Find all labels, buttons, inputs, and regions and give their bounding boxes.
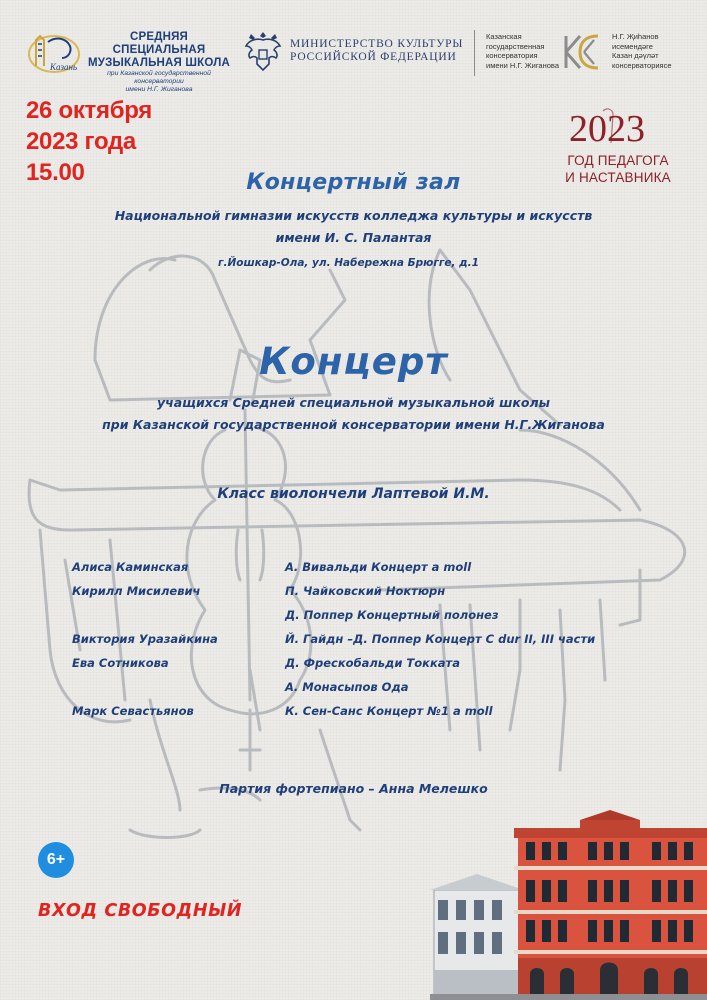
event-time: 15.00	[26, 159, 85, 186]
venue-line2: имени И. С. Палантая	[275, 230, 432, 245]
piece-title: Й. Гайдн –Д. Поппер Концерт C dur II, III части	[285, 632, 596, 646]
performer-name: Кирилл Мисилевич	[72, 584, 201, 598]
free-entry-notice: ВХОД СВОБОДНЫЙ	[38, 901, 243, 921]
age-rating-badge: 6+	[38, 842, 74, 878]
conservatory-tt-line: Н.Г. Җиһанов	[612, 32, 659, 41]
ministry-name	[290, 38, 463, 64]
school-name-line1: СРЕДНЯЯ СПЕЦИАЛЬНАЯ	[112, 31, 206, 56]
conservatory-building-image	[430, 808, 707, 1000]
concert-title: Концерт	[259, 340, 448, 383]
piece-title: Д. Фрескобальди Токката	[285, 656, 460, 670]
conservatory-tt-line: исемендәге	[612, 41, 653, 51]
header-divider	[474, 30, 475, 76]
piece-title: А. Монасыпов Ода	[285, 680, 409, 694]
concert-subtitle-2: при Казанской государственной консерватории имени Н.Г.Жиганова	[102, 417, 605, 432]
venue-line1: Национальной гимназии искусств колледжа культуры и искусств	[114, 208, 593, 223]
eagle-emblem-icon	[243, 28, 283, 72]
conservatory-ru-line: государственная	[486, 41, 545, 51]
school-name-line3: при Казанской государственной консерватории	[107, 70, 211, 85]
concert-subtitle-1: учащихся Средней специальной музыкальной школы	[157, 395, 550, 410]
program-row	[0, 680, 707, 702]
school-logo-text: Казань	[50, 62, 78, 72]
piece-title: П. Чайковский Ноктюрн	[285, 584, 446, 598]
conservatory-logo-icon	[560, 30, 604, 74]
year-emblem-digits: 2023	[569, 108, 645, 149]
piece-title: А. Вивальди Концерт a moll	[285, 560, 472, 574]
school-name-line4: имени Н.Г. Жиганова	[125, 86, 193, 93]
performer-name: Виктория Уразайкина	[72, 632, 218, 646]
conservatory-ru-line: имени Н.Г. Жиганова	[486, 60, 559, 70]
conservatory-ru-line: Казанская	[486, 32, 522, 41]
program-row	[0, 560, 707, 582]
ministry-line2: РОССИЙСКОЙ ФЕДЕРАЦИИ	[290, 51, 457, 63]
program-row	[0, 632, 707, 654]
performer-name: Марк Севастьянов	[72, 704, 194, 718]
ministry-line1: МИНИСТЕРСТВО КУЛЬТУРЫ	[290, 38, 464, 50]
piece-title: Д. Поппер Концертный полонез	[285, 608, 499, 622]
conservatory-tt-line: Казан дәүләт	[612, 51, 659, 60]
school-name	[84, 31, 234, 94]
venue-address: г.Йошкар-Ола, ул. Набережна Брюгге, д.1	[218, 257, 479, 269]
program-row	[0, 704, 707, 726]
conservatory-name-tt	[612, 32, 672, 70]
performer-name: Ева Сотникова	[72, 656, 169, 670]
accompanist: Партия фортепиано – Анна Мелешко	[219, 781, 488, 796]
event-day: 26 октября	[26, 97, 152, 124]
conservatory-ru-line: консерватория	[486, 51, 538, 60]
class-title: Класс виолончели Лаптевой И.М.	[217, 486, 490, 502]
venue-title: Концертный зал	[246, 170, 461, 195]
program-row	[0, 584, 707, 606]
performer-name: Алиса Каминская	[72, 560, 189, 574]
school-name-line2: МУЗЫКАЛЬНАЯ ШКОЛА	[87, 57, 231, 69]
year-emblem-icon	[563, 103, 673, 149]
event-year: 2023 года	[26, 128, 136, 155]
year-line1: ГОД ПЕДАГОГА	[567, 153, 669, 168]
program-row	[0, 608, 707, 630]
program-row	[0, 656, 707, 678]
year-line2: И НАСТАВНИКА	[565, 170, 671, 185]
conservatory-tt-line: консерваториясе	[612, 60, 672, 70]
piece-title: К. Сен-Санс Концерт №1 a moll	[285, 704, 493, 718]
school-logo-icon	[26, 28, 82, 76]
conservatory-name-ru	[486, 32, 559, 70]
piano-cello-sketch	[0, 230, 707, 870]
